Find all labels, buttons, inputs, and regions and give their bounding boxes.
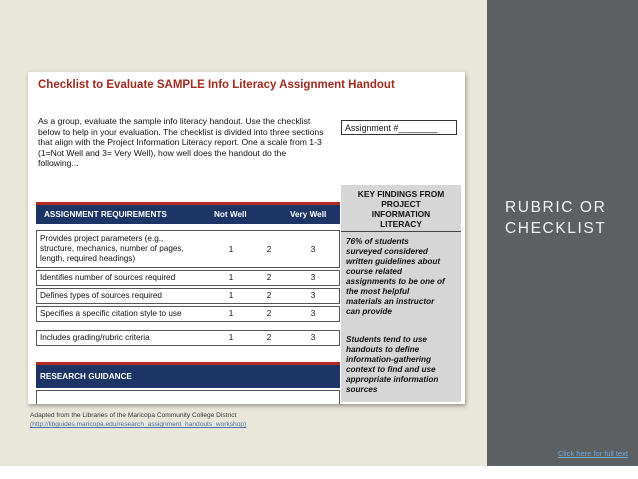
score-2: 2 [266,245,272,254]
requirements-header-label: ASSIGNMENT REQUIREMENTS [44,210,167,219]
score-3: 3 [310,291,316,300]
score-2: 2 [266,309,272,318]
score-2: 2 [266,333,272,342]
slide-title [505,197,635,239]
score-1: 1 [228,273,234,282]
findings-title-line: PROJECT [381,199,421,209]
findings-title-line: LITERACY [380,219,422,229]
intro-line: As a group, evaluate the sample info literacy handout. Use the checklist [38,116,311,126]
table-row [36,330,340,346]
row-label: Identifies number of sources required [40,273,176,282]
row-label [40,234,184,264]
very-well-header: Very Well [290,210,327,219]
document-title: Checklist to Evaluate SAMPLE Info Literacy Assignment Handout [38,79,395,91]
row-label: Defines types of sources required [40,291,162,300]
findings-line: assignments to be one of [346,277,445,286]
slide-title-line: CHECKLIST [505,220,607,237]
table-row [36,306,340,322]
intro-text [38,116,350,169]
slide-title-line: RUBRIC OR [505,199,607,216]
score-2: 2 [266,291,272,300]
score-1: 1 [228,333,234,342]
assignment-number-box: Assignment #________ [341,120,457,135]
row-label-line: structure, mechanics, number of pages, [40,244,184,253]
full-text-link[interactable]: Click here for full text [557,449,628,458]
findings-line: written guidelines about [346,257,441,266]
score-1: 1 [228,245,234,254]
findings-title-line: KEY FINDINGS FROM [357,189,445,199]
findings-line: materials an instructor [346,297,435,306]
score-3: 3 [310,333,316,342]
intro-line: (1=Not Well and 3= Very Well), how well does the handout do the [38,147,287,158]
findings-line: context to find and use [346,365,436,374]
findings-line: the most helpful [346,287,410,296]
table-row [36,288,340,304]
score-1: 1 [228,291,234,300]
not-well-header: Not Well [214,210,247,219]
row-label: Specifies a specific citation style to use [40,309,182,318]
requirements-header [36,202,340,224]
table-row [36,270,340,286]
section-header-label: RESEARCH GUIDANCE [40,372,132,381]
row-label: Includes grading/rubric criteria [40,333,150,342]
intro-line: following... [38,158,79,169]
score-2: 2 [266,273,272,282]
table-row-partial [36,390,340,404]
image-caption [30,411,246,429]
findings-line: information-gathering [346,355,432,364]
row-label-line: length, required headings) [40,254,136,263]
caption-url-link[interactable]: (http://libguides.maricopa.edu/research_assignment_handouts_workshop) [30,421,247,428]
score-1: 1 [228,309,234,318]
findings-paragraph-2 [346,335,458,395]
findings-paragraph-1 [346,237,458,317]
findings-line: Students tend to use [346,335,427,344]
findings-line: course related [346,267,402,276]
findings-line: appropriate information [346,375,439,384]
intro-line: that align with the Project Information Literacy report. One a scale from 1-3 [38,137,322,148]
checklist-document-image [28,72,465,404]
findings-line: can provide [346,307,392,316]
findings-line: 76% of students [346,237,409,246]
findings-title [341,189,461,229]
score-3: 3 [310,273,316,282]
research-guidance-header [36,362,340,388]
key-findings-panel [341,185,461,402]
findings-title-line: INFORMATION [371,209,431,219]
findings-line: sources [346,385,378,394]
score-3: 3 [310,245,316,254]
findings-line: handouts to define [346,345,420,354]
row-label-line: Provides project parameters (e.g., [40,234,164,243]
findings-line: surveyed considered [346,247,428,256]
score-3: 3 [310,309,316,318]
findings-divider [341,231,461,232]
table-row [36,230,340,268]
caption-source: Adapted from the Libraries of the Maricopa Community College District [30,412,237,419]
intro-line: below to help in your evaluation. The checklist is divided into three sections [38,126,324,137]
